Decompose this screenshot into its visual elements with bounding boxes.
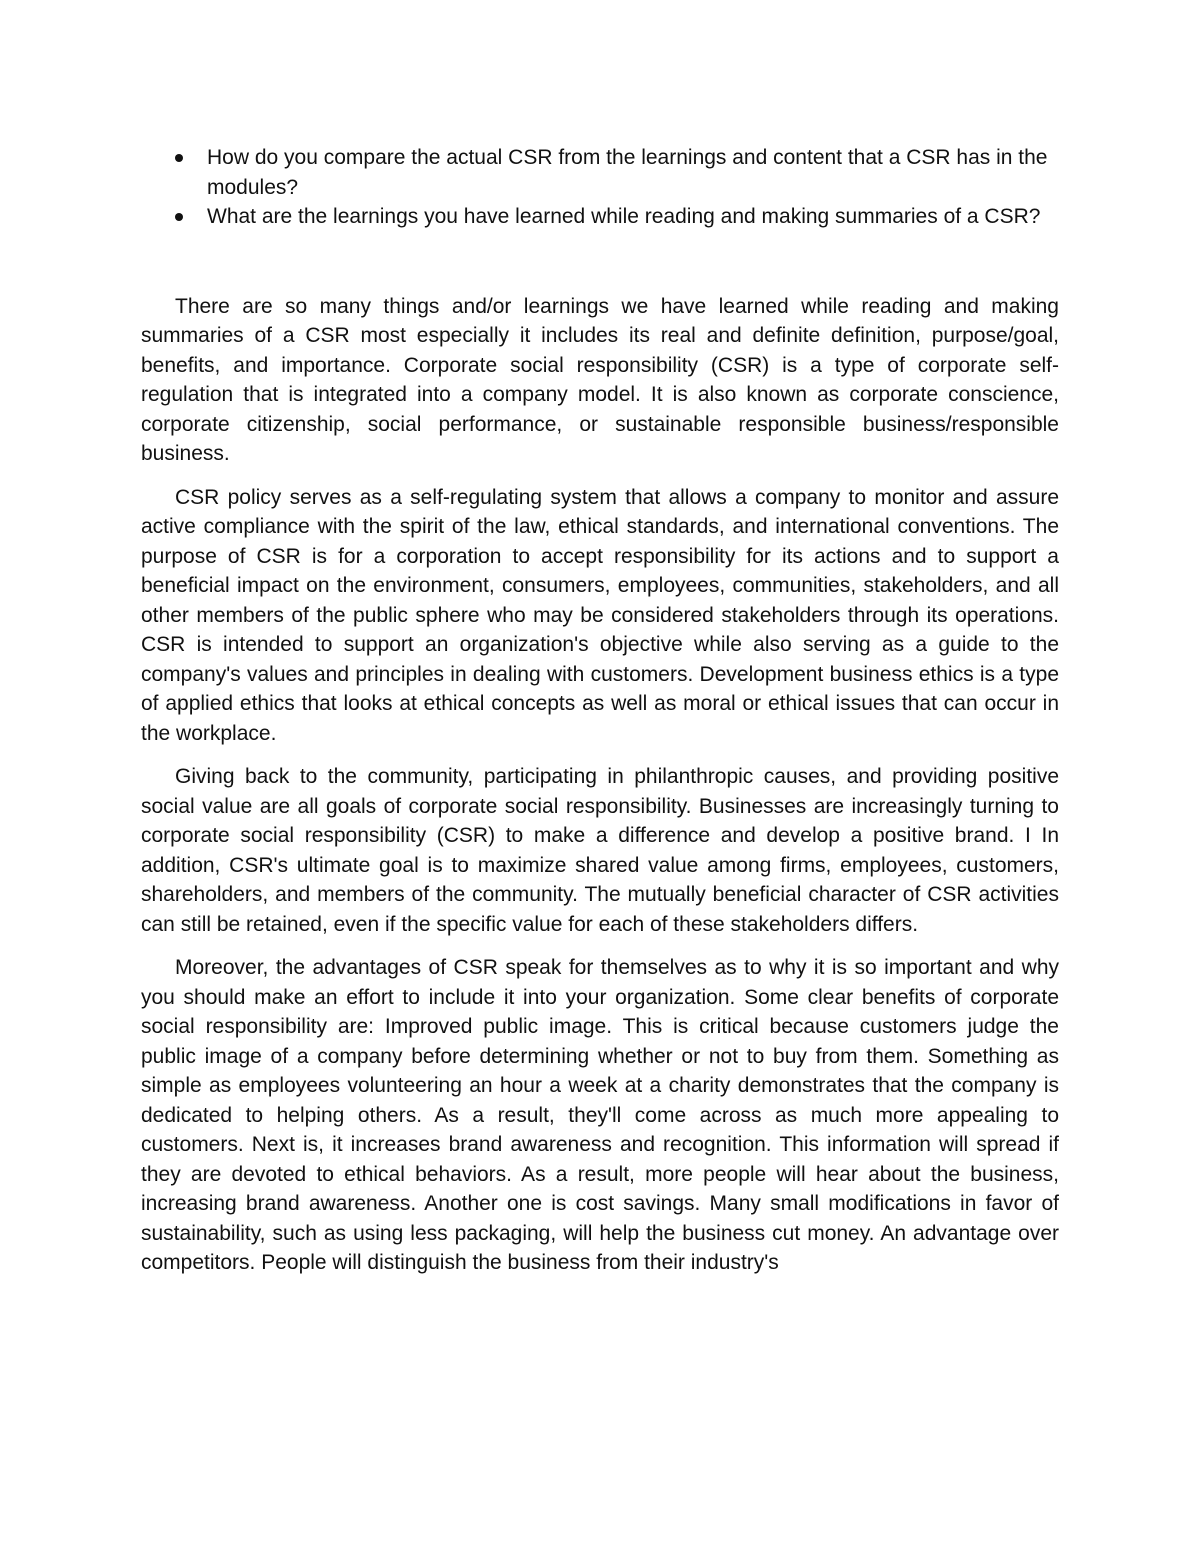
list-item — [141, 143, 1059, 202]
paragraph: Moreover, the advantages of CSR speak for themselves as to why it is so important and why you should make an effort to include it into your organization. Some clear benefits of corporate social responsibility are: Improved public image. This is critical because customers judge the public image of a company before determining whether or not to buy from them. Something as simple as employees volunteering an hour a week at a charity demonstrates that the company is dedicated to helping others. As a result, they'll come across as much more appealing to customers. Next is, it increases brand awareness and recognition. This information will spread if they are devoted to ethical behaviors. As a result, more people will hear about the business, increasing brand awareness. Another one is cost savings. Many small modifications in favor of sustainability, such as using less packaging, will help the business cut money. An advantage over competitors. People will distinguish the business from their industry's — [141, 956, 1059, 1274]
list-item — [141, 202, 1059, 232]
paragraph: There are so many things and/or learnings we have learned while reading and making summaries of a CSR most especially it includes its real and definite definition, purpose/goal, benefits, and importance. Corporate social responsibility (CSR) is a type of corporate self-regulation that is integrated into a company model. It is also known as corporate conscience, corporate citizenship, social performance, or sustainable responsible business/responsible business. — [141, 294, 1059, 465]
bullet-icon — [175, 213, 183, 221]
question-text: What are the learnings you have learned while reading and making summaries of a CSR? — [207, 205, 1041, 228]
bullet-icon — [175, 154, 183, 162]
paragraph: Giving back to the community, participating in philanthropic causes, and providing positive social value are all goals of corporate social responsibility. Businesses are increasingly turning to corporate social responsibility (CSR) to make a difference and develop a positive brand. I In addition, CSR's ultimate goal is to maximize shared value among firms, employees, customers, shareholders, and members of the community. The mutually beneficial character of CSR activities can still be retained, even if the specific value for each of these stakeholders differs. — [141, 765, 1059, 936]
paragraph: CSR policy serves as a self-regulating system that allows a company to monitor and assure active compliance with the spirit of the law, ethical standards, and international conventions. The purpose of CSR is for a corporation to accept responsibility for its actions and to support a beneficial impact on the environment, consumers, employees, communities, stakeholders, and all other members of the public sphere who may be considered stakeholders through its operations. CSR is intended to support an organization's objective while also serving as a guide to the company's values and principles in dealing with customers. Development business ethics is a type of applied ethics that looks at ethical concepts as well as moral or ethical issues that can occur in the workplace. — [141, 485, 1059, 745]
document-body — [141, 143, 1059, 1292]
question-list — [141, 143, 1059, 232]
question-text: How do you compare the actual CSR from the learnings and content that a CSR has in the modules? — [207, 146, 1048, 199]
